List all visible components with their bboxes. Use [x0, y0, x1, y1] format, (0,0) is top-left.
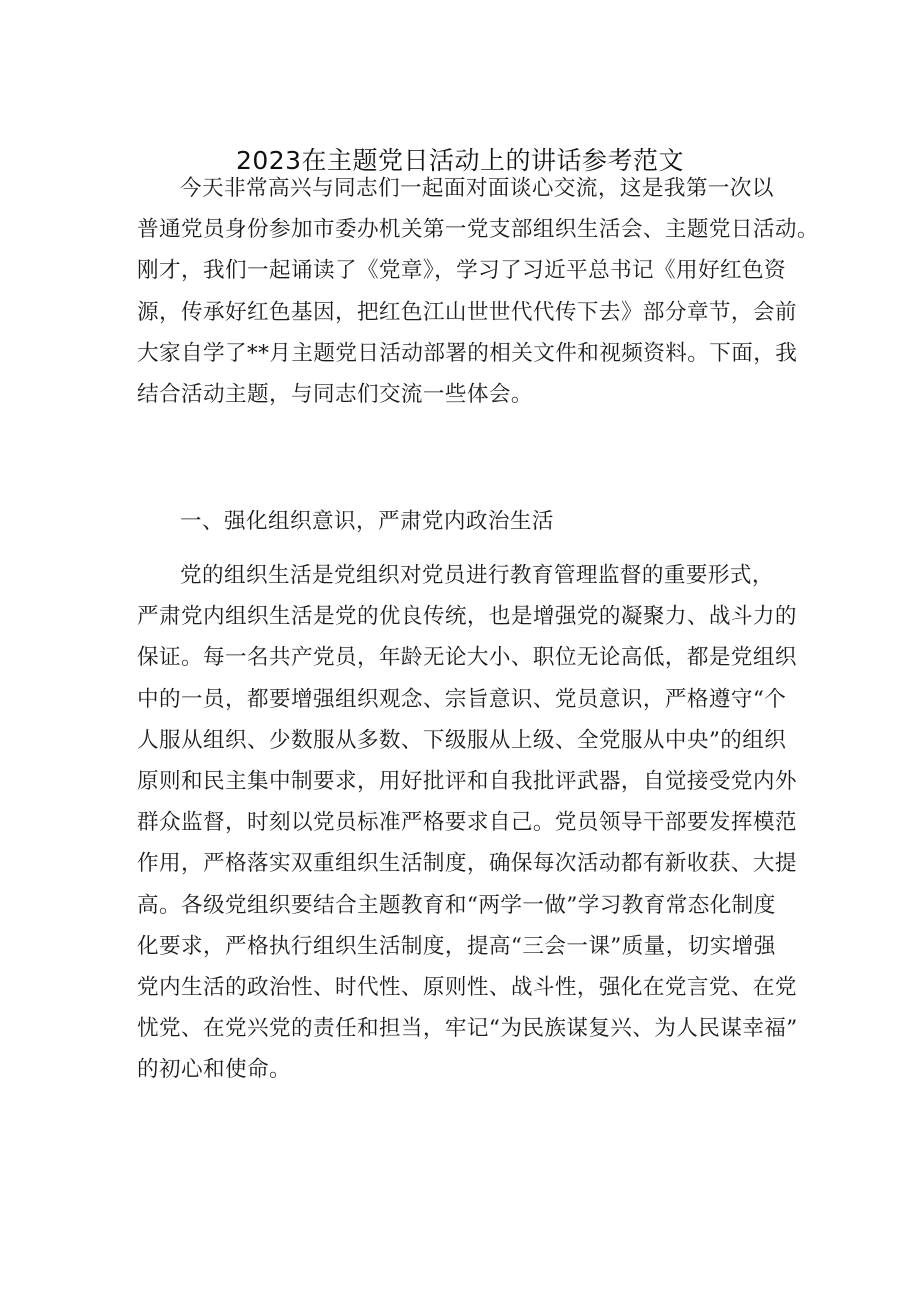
paragraph-line: 忧党、在党兴党的责任和担当，牢记“为民族谋复兴、为人民谋幸福” — [137, 1016, 798, 1042]
section-heading — [137, 501, 785, 542]
paragraph-line: 党内生活的政治性、时代性、原则性、战斗性，强化在党言党、在党 — [137, 974, 797, 1000]
paragraph-line: 作用，严格落实双重组织生活制度，确保每次活动都有新收获、大提 — [137, 851, 797, 877]
paragraph-line: 人服从组织、少数服从多数、下级服从上级、全党服从中央”的组织 — [137, 727, 787, 753]
paragraph-line: 原则和民主集中制要求，用好批评和自我批评武器，自觉接受党内外 — [137, 768, 797, 794]
document-title: 2023在主题党日活动上的讲话参考范文 — [235, 146, 685, 175]
paragraph-line: 今天非常高兴与同志们一起面对面谈心交流，这是我第一次以 — [180, 176, 774, 201]
paragraph-line: 党的组织生活是党组织对党员进行教育管理监督的重要形式， — [180, 563, 774, 588]
paragraph-line: 严肃党内组织生活是党的优良传统，也是增强党的凝聚力、战斗力的 — [137, 604, 797, 630]
paragraph-line: 保证。每一名共产党员，年龄无论大小、职位无论高低，都是党组织 — [137, 645, 797, 671]
paragraph-line: 源，传承好红色基因，把红色江山世世代代传下去》部分章节，会前 — [137, 299, 797, 325]
paragraph-line: 群众监督，时刻以党员标准严格要求自己。党员领导干部要发挥模范 — [137, 810, 797, 836]
paragraph-line: 大家自学了**月主题党日活动部署的相关文件和视频资料。下面，我 — [137, 340, 798, 366]
paragraph-intro — [137, 168, 819, 415]
paragraph-line: 的初心和使命。 — [137, 1057, 291, 1083]
section-heading-text: 一、强化组织意识，严肃党内政治生活 — [180, 509, 554, 534]
paragraph-line: 普通党员身份参加市委办机关第一党支部组织生活会、主题党日活动。 — [137, 217, 819, 243]
paragraph-line: 高。各级党组织要结合主题教育和“两学一做”学习教育常态化制度 — [137, 892, 776, 918]
paragraph-section-1 — [137, 555, 798, 1090]
paragraph-line: 化要求，严格执行组织生活制度，提高“三会一课”质量，切实增强 — [137, 933, 776, 959]
paragraph-line: 中的一员，都要增强组织观念、宗旨意识、党员意识，严格遵守“个 — [137, 686, 787, 712]
paragraph-line: 结合活动主题，与同志们交流一些体会。 — [137, 381, 533, 407]
paragraph-line: 刚才，我们一起诵读了《党章》，学习了习近平总书记《用好红色资 — [137, 258, 787, 284]
